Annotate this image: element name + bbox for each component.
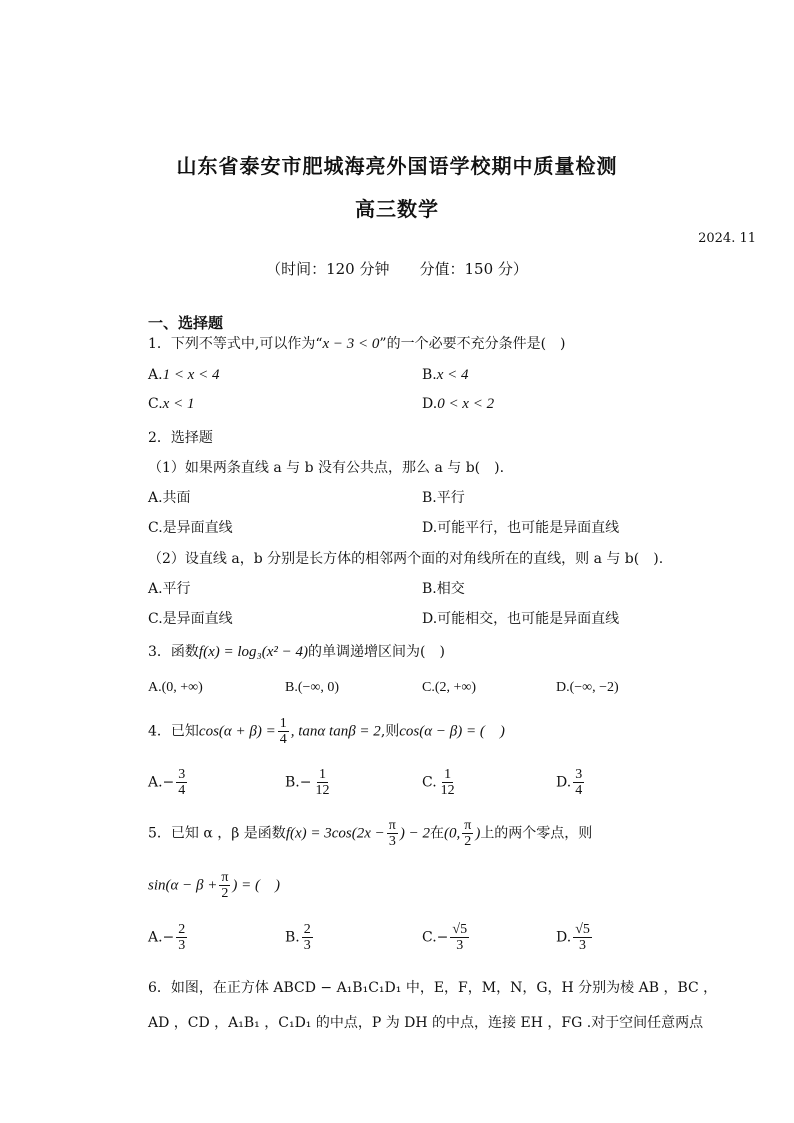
q3-option-c: C.(2, +∞) bbox=[422, 680, 477, 695]
question-2-stem: 2．选择题 bbox=[148, 430, 213, 446]
question-5-stem: 5．已知 α ，β 是函数f(x) = 3cos(2x − $\frac{\pi}{3}$ ) − 2在(0, $\frac{\pi}{2}$ )上的两个零点，则 bbox=[148, 818, 593, 849]
q3-option-d: D.(−∞, −2) bbox=[556, 680, 619, 695]
q2-part1-stem: （1）如果两条直线 a 与 b 没有公共点，那么 a 与 b( ). bbox=[148, 460, 505, 476]
q5-option-d: D. $\frac{√5}{3}$ bbox=[556, 922, 590, 953]
q5-option-b: B. $\frac{2}{3}$ bbox=[285, 922, 311, 953]
exam-info: （时间：120 分钟 分值：150 分） bbox=[266, 260, 528, 278]
q1-option-d: D.0 < x < 2 bbox=[422, 396, 495, 412]
question-1-stem: 1．下列不等式中,可以作为“x − 3 < 0”的一个必要不充分条件是( ) bbox=[148, 336, 566, 352]
q2-part1-option-c: C.是异面直线 bbox=[148, 520, 233, 536]
section-heading: 一、选择题 bbox=[148, 314, 224, 332]
question-4-stem: 4．已知cos(α + β) = $\frac{1}{4}$ , tanα tanβ = 2,则cos(α − β) = ( ) bbox=[148, 716, 505, 747]
q4-option-c: C. $\frac{1}{12}$ bbox=[422, 767, 455, 798]
question-6-line1: 6．如图，在正方体 ABCD − A₁B₁C₁D₁ 中，E，F，M，N，G，H 分别为棱 AB ，BC ， bbox=[148, 980, 718, 996]
q3-option-b: B.(−∞, 0) bbox=[285, 680, 340, 695]
q2-part1-option-b: B.平行 bbox=[422, 490, 465, 506]
q2-part1-option-a: A.共面 bbox=[148, 490, 191, 506]
q1-option-c: C.x < 1 bbox=[148, 396, 195, 412]
q2-part2-option-d: D.可能相交，也可能是异面直线 bbox=[422, 611, 620, 627]
q2-part2-option-a: A.平行 bbox=[148, 581, 191, 597]
q2-part1-option-d: D.可能平行，也可能是异面直线 bbox=[422, 520, 620, 536]
exam-title: 山东省泰安市肥城海亮外国语学校期中质量检测 bbox=[176, 154, 618, 178]
q4-option-d: D. $\frac{3}{4}$ bbox=[556, 767, 583, 798]
q4-option-a: A.− $\frac{3}{4}$ bbox=[148, 767, 186, 798]
exam-subtitle: 高三数学 bbox=[355, 197, 439, 221]
q5-option-a: A.− $\frac{2}{3}$ bbox=[148, 922, 186, 953]
q2-part2-option-c: C.是异面直线 bbox=[148, 611, 233, 627]
q5-option-c: C.− $\frac{√5}{3}$ bbox=[422, 922, 468, 953]
q1-option-b: B.x < 4 bbox=[422, 367, 469, 383]
question-6-line2: AD ，CD ，A₁B₁ ，C₁D₁ 的中点，P 为 DH 的中点，连接 EH ，FG .对于空间任意两点 bbox=[148, 1015, 704, 1031]
q2-part2-option-b: B.相交 bbox=[422, 581, 465, 597]
q4-fraction: $\frac{1}{4}$ bbox=[279, 716, 287, 747]
q1-option-a: A.1 < x < 4 bbox=[148, 367, 220, 383]
exam-date: 2024. 11 bbox=[698, 231, 756, 246]
q4-option-b: B.− $\frac{1}{12}$ bbox=[285, 767, 330, 798]
question-5-line2: sin(α − β + $\frac{\pi}{2}$ ) = ( ) bbox=[148, 870, 281, 901]
q3-option-a: A.(0, +∞) bbox=[148, 680, 203, 695]
q2-part2-stem: （2）设直线 a，b 分别是长方体的相邻两个面的对角线所在的直线，则 a 与 b( ). bbox=[148, 551, 664, 567]
question-3-stem: 3．函数f(x) = log₃(x² − 4)的单调递增区间为( ) bbox=[148, 644, 445, 660]
